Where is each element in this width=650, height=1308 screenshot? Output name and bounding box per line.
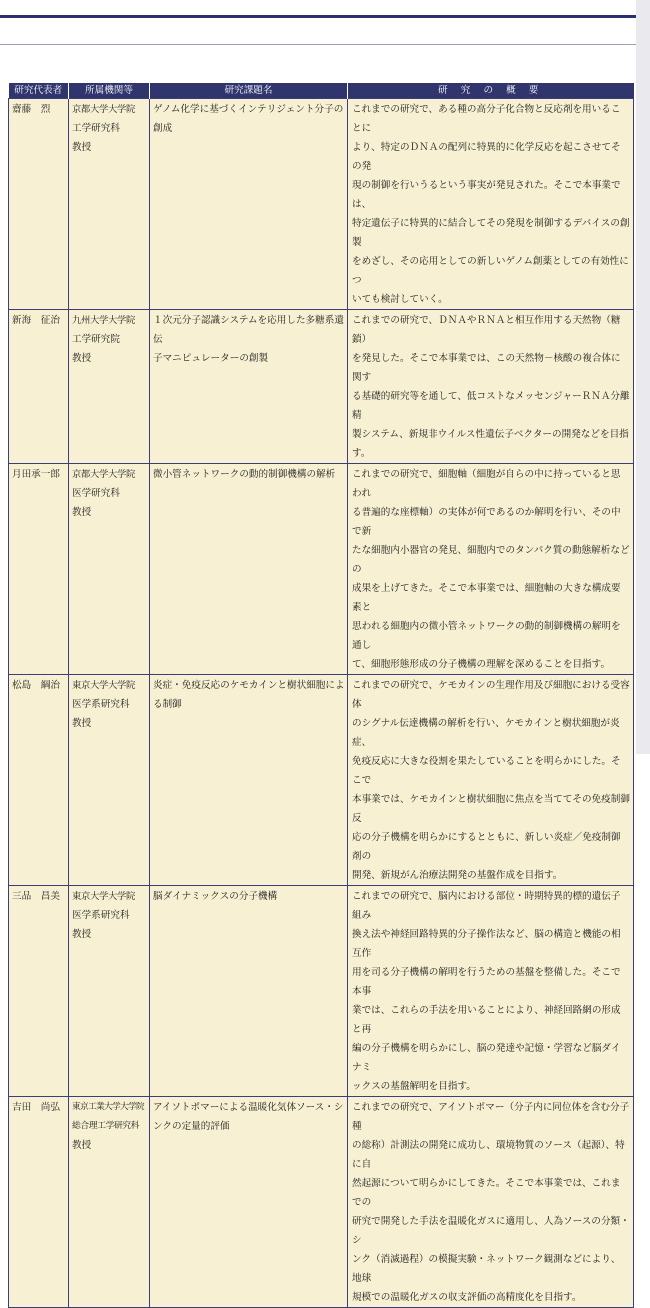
header-rule (0, 15, 636, 18)
project-title: アイソトポマーによる温暖化気体ソース・シ ンクの定量的評価 (150, 1097, 348, 1308)
representative-name: 齋藤 烈 (9, 99, 69, 310)
affiliation: 京都大学大学院 工学研究科 教授 (69, 99, 150, 310)
representative-name: 月田承一郎 (9, 464, 69, 675)
project-title: ゲノム化学に基づくインテリジェント分子の 創成 (150, 99, 348, 310)
research-table (8, 83, 634, 1308)
representative-name: 吉田 尚弘 (9, 1097, 69, 1308)
affiliation: 九州大学大学院 工学研究院 教授 (69, 310, 150, 464)
representative-name: 新海 征治 (9, 310, 69, 464)
affiliation: 京都大学大学院 医学研究科 教授 (69, 464, 150, 675)
project-summary: これまでの研究で、細胞軸（細胞が自らの中に持っていると思われ る普遍的な座標軸）の実体が何であるのか解明を行い、その中で新 たな細胞内小器官の発見、細胞内でのタンパク質の動態解析などの 成果を上げてきた。そこで本事業では、細胞軸の大きな構成要素と 思われる細胞内の微小管ネットワークの動的制御機構の解明を通し て、細胞形態形成の分子機構の理解を深めることを目指す。 (348, 464, 634, 675)
header-summary: 研 究 の 概 要 (348, 83, 634, 99)
project-summary: これまでの研究で、ケモカインの生理作用及び細胞における受容体 のシグナル伝達機構の解析を行い、ケモカインと樹状細胞が炎症、 免疫反応に大きな役割を果たしていることを明らかにした。そこで 本事業では、ケモカインと樹状細胞に焦点を当ててその免疫制御反 応の分子機構を明らかにするとともに、新しい炎症／免疫制御剤の 開発、新規がん治療法開発の基盤作成を目指す。 (348, 675, 634, 886)
project-title: １次元分子認識システムを応用した多糖系遺伝 子マニピュレーターの創製 (150, 310, 348, 464)
table-row (9, 675, 634, 886)
header-project-title: 研究課題名 (150, 83, 348, 99)
table-row (9, 464, 634, 675)
affiliation: 東京大学大学院 医学系研究科 教授 (69, 675, 150, 886)
table-row (9, 1097, 634, 1308)
project-title: 炎症・免疫反応のケモカインと樹状細胞によ る制御 (150, 675, 348, 886)
table-header-row (9, 83, 634, 99)
project-summary: これまでの研究で、脳内における部位・時期特異的標的遺伝子組み 換え法や神経回路特異的分子操作法など、脳の構造と機能の相互作 用を司る分子機構の解明を行うための基盤を整備した。そこで本事 業では、これらの手法を用いることにより、神経回路網の形成と再 編の分子機構を明らかにし、脳の発達や記憶・学習など脳ダイナミ ックスの基盤解明を目指す。 (348, 886, 634, 1097)
page-edge-band (636, 0, 650, 754)
affiliation: 東京大学大学院 医学系研究科 教授 (69, 886, 150, 1097)
header-divider (0, 44, 650, 45)
header-representative: 研究代表者 (9, 83, 69, 99)
representative-name: 三品 昌美 (9, 886, 69, 1097)
affiliation: 東京工業大学大学院 総合理工学研究科 教授 (69, 1097, 150, 1308)
header-affiliation: 所属機関等 (69, 83, 150, 99)
project-title: 微小管ネットワークの動的制御機構の解析 (150, 464, 348, 675)
project-summary: これまでの研究で、アイソトポマー（分子内に同位体を含む分子種 の総称）計測法の開発に成功し、環境物質のソース（起源）、特に自 然起源について明らかにしてきた。そこで本事業では、これまでの 研究で開発した手法を温暖化ガスに適用し、人為ソースの分類・シ ンク（消滅過程）の模擬実験・ネットワーク観測などにより、地球 規模での温暖化ガスの収支評価の高精度化を目指す。 (348, 1097, 634, 1308)
project-title: 脳ダイナミックスの分子機構 (150, 886, 348, 1097)
representative-name: 松島 綱治 (9, 675, 69, 886)
table-row (9, 886, 634, 1097)
project-summary: これまでの研究で、ある種の高分子化合物と反応剤を用いることに より、特定のＤＮＡの配列に特異的に化学反応を起こさせてその発 現の制御を行いうるという事実が発見された。そこで本事業では、 特定遺伝子に特異的に結合してその発現を制御するデバイスの創製 をめざし、その応用としての新しいゲノム創薬としての有効性につ いても検討していく。 (348, 99, 634, 310)
project-summary: これまでの研究で、ＤＮＡやＲＮＡと相互作用する天然物（糖鎖） を発見した。そこで本事業では、この天然物－核酸の複合体に関す る基礎的研究等を通して、低コストなメッセンジャーＲＮＡ分離精 製システム、新規非ウイルス性遺伝子ベクターの開発などを目指す。 (348, 310, 634, 464)
table-row (9, 310, 634, 464)
table-row (9, 99, 634, 310)
